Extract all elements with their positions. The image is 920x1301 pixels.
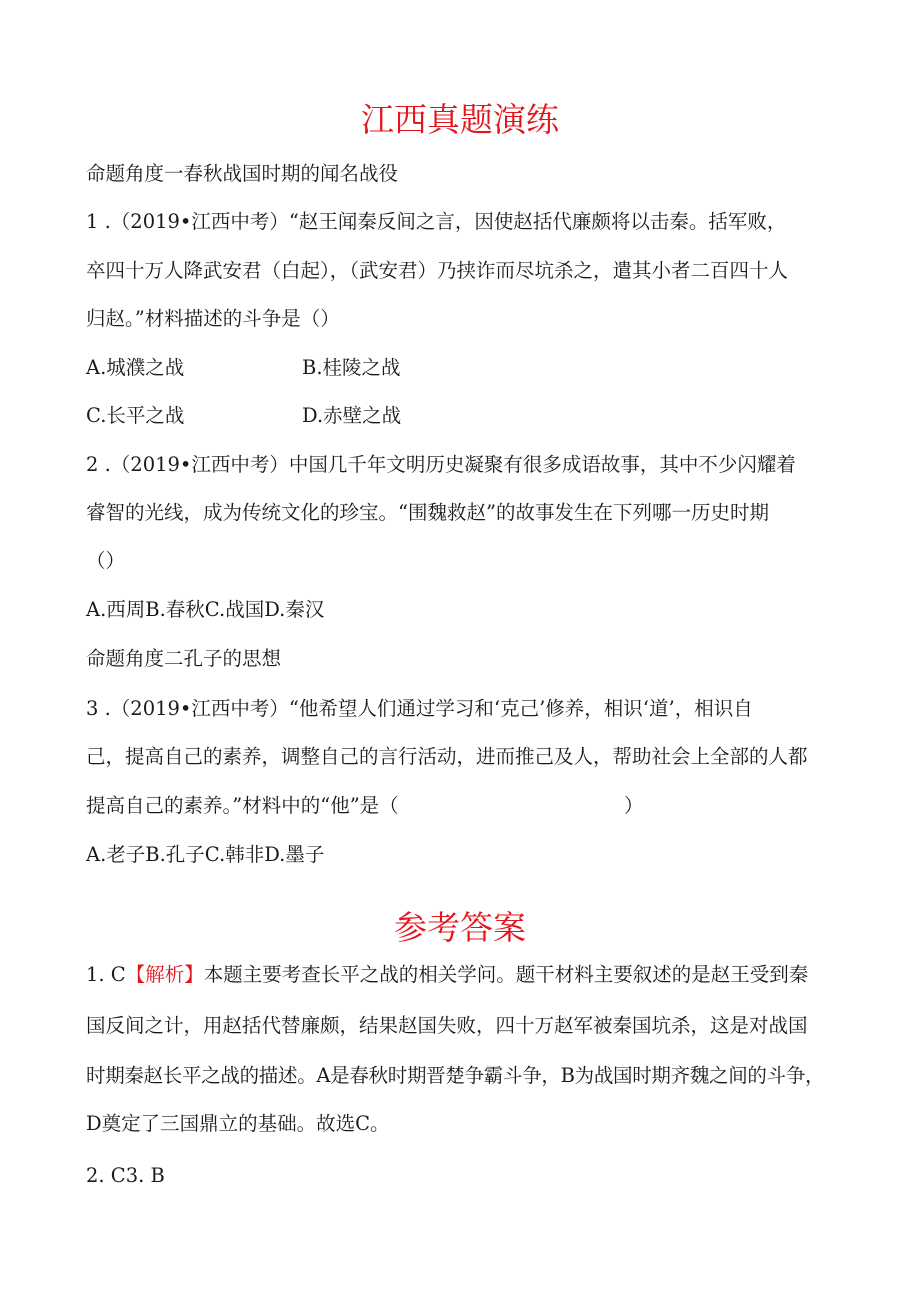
q2-line-3: （） xyxy=(86,549,126,572)
q1-line-3: 归赵。”材料描述的斗争是（） xyxy=(86,307,340,330)
answer-2-3: 2. C3. B xyxy=(86,1164,165,1187)
answer-1-number: 1. C xyxy=(86,963,126,986)
q1-option-d: D.赤壁之战 xyxy=(302,404,402,427)
q2-line-1: 2 .（2019•江西中考）中国几千年文明历史凝聚有很多成语故事，其中不少闪耀着 xyxy=(86,453,796,476)
q2-options: A.西周B.春秋C.战国D.秦汉 xyxy=(86,598,325,621)
q3-line-2: 己，提高自己的素养，调整自己的言行活动，进而推己及人，帮助社会上全部的人都 xyxy=(86,745,808,768)
q1-line-2: 卒四十万人降武安君（白起），（武安君）乃挟诈而尽坑杀之，遣其小者二百四十人 xyxy=(86,259,789,282)
answer-1-line-1 xyxy=(86,963,808,987)
answer-1-line-3: 时期秦赵长平之战的描述。A是春秋时期晋楚争霸斗争，B为战国时期齐魏之间的斗争， xyxy=(86,1064,825,1087)
q1-option-b: B.桂陵之战 xyxy=(302,356,401,379)
q1-option-a: A.城濮之战 xyxy=(86,356,185,379)
answers-title: 参考答案 xyxy=(394,908,526,947)
q3-line-1: 3 .（2019•江西中考）“他希望人们通过学习和‘克己’修养，相识‘道’，相识自 xyxy=(86,697,753,720)
answer-1-line-2: 国反间之计，用赵括代替廉颇，结果赵国失败，四十万赵军被秦国坑杀，这是对战国 xyxy=(86,1014,808,1037)
q3-options: A.老子B.孔子C.韩非D.墨子 xyxy=(86,843,325,866)
section-heading-1: 命题角度一春秋战国时期的闻名战役 xyxy=(86,162,399,185)
answer-1-line-4: D奠定了三国鼎立的基础。故选C。 xyxy=(86,1112,390,1135)
answer-1-text: 本题主要考查长平之战的相关学问。题干材料主要叙述的是赵王受到秦 xyxy=(203,963,809,986)
q3-line-3a: 提高自己的素养。”材料中的“他”是（ xyxy=(86,794,399,817)
q2-line-2: 睿智的光线，成为传统文化的珍宝。“围魏救赵”的故事发生在下列哪一历史时期 xyxy=(86,501,769,524)
section-heading-2: 命题角度二孔子的思想 xyxy=(86,647,282,670)
page-title: 江西真题演练 xyxy=(361,100,559,139)
analysis-tag: 【解析】 xyxy=(125,963,204,986)
q1-line-1: 1 .（2019•江西中考）“赵王闻秦反间之言，因使赵括代廉颇将以击秦。括军败， xyxy=(86,210,787,233)
q3-line-3b: ） xyxy=(624,794,644,817)
q1-option-c: C.长平之战 xyxy=(86,404,185,427)
